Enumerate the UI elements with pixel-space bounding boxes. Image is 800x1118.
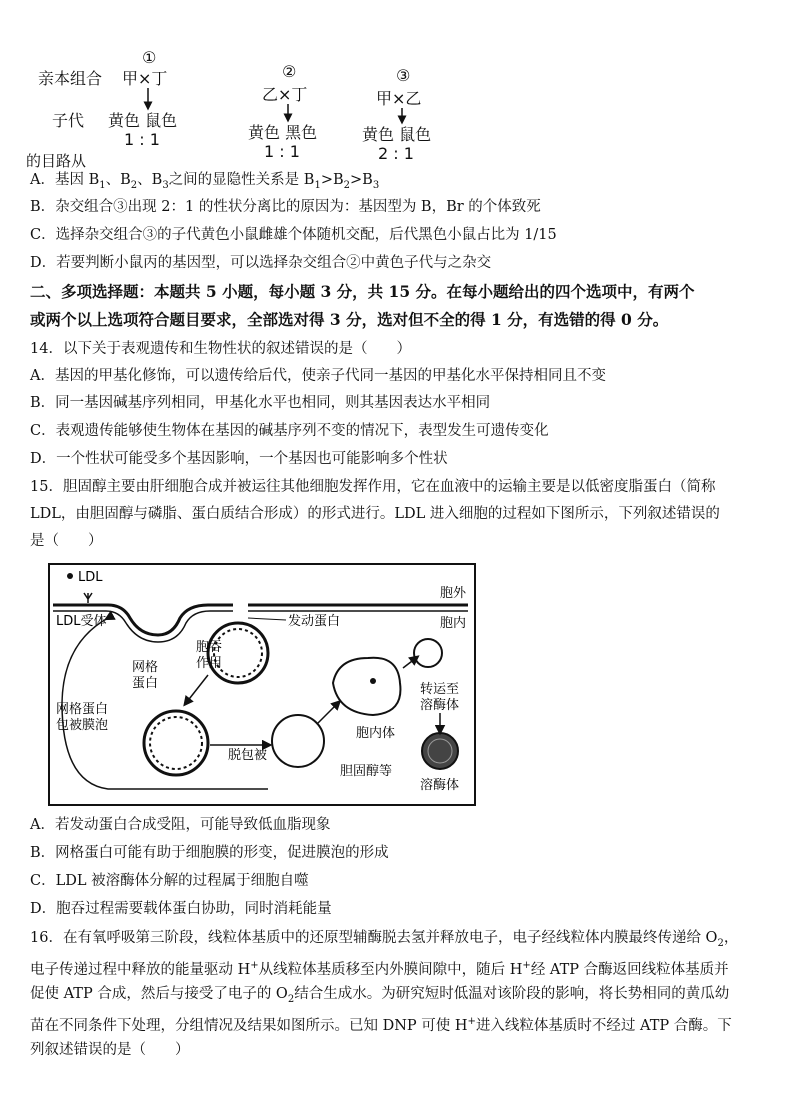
q14-option-a: A．基因的甲基化修饰，可以遗传给后代，使亲子代同一基因的甲基化水平保持相同且不变 xyxy=(30,368,606,384)
label-ldl-receptor: LDL受体 xyxy=(56,614,107,629)
q15-stem-line2: LDL，由胆固醇与磷脂、蛋白质结合形成）的形式进行。LDL 进入细胞的过程如下图所示，下列叙述错误的 xyxy=(30,506,720,522)
q16-stem-line3: 促使 ATP 合成，然后与接受了电子的 $O_2$结合生成水。为研究短时低温对该阶段的影响，将长势相同的黄瓜幼 xyxy=(30,986,730,1005)
label-endocytosis-2: 作用 xyxy=(196,656,223,671)
q13-option-c: C．选择杂交组合③的子代黄色小鼠雌雄个体随机交配，后代黑色小鼠占比为 1/15 xyxy=(30,227,557,243)
cross-offspring-3: 黄色 鼠色 xyxy=(362,125,432,144)
label-cholesterol: 胆固醇等 xyxy=(340,764,393,779)
label-outside: 胞外 xyxy=(440,586,467,601)
cross-diagram xyxy=(26,46,510,170)
label-transport-1: 转运至 xyxy=(420,682,460,697)
q13-option-b: B．杂交组合③出现 2：1 的性状分离比的原因为：基因型为 B，Br 的个体致死 xyxy=(30,199,541,215)
cross-arrows xyxy=(30,46,510,164)
label-endosome: 胞内体 xyxy=(356,726,396,741)
q15-option-b: B．网格蛋白可能有助于细胞膜的形变，促进膜泡的形成 xyxy=(30,845,389,861)
cross-offspring-2: 黄色 黑色 xyxy=(248,123,318,142)
label-lattice-2: 蛋白 xyxy=(132,676,159,691)
cross-parents-3: 甲×乙 xyxy=(376,89,422,108)
q15-option-c: C．LDL 被溶酶体分解的过程属于细胞自噬 xyxy=(30,873,309,889)
label-coated-vesicle-2: 包被膜泡 xyxy=(56,718,109,733)
q15-stem-line3: 是（ ） xyxy=(30,533,103,549)
lysosome xyxy=(422,733,458,769)
cross-parents-1: 甲×丁 xyxy=(122,69,168,88)
label-endocytosis-1: 胞吞 xyxy=(196,640,223,655)
label-motor-protein: 发动蛋白 xyxy=(288,614,341,629)
label-uncoat: 脱包被 xyxy=(228,748,268,763)
label-lattice-1: 网格 xyxy=(132,660,159,675)
q13-option-a: A．基因 $B_1$、$B_2$、$B_3$之间的显隐性关系是 $B_1>B_2>B_3$ xyxy=(30,172,380,191)
cross-num-3: ③ xyxy=(396,66,411,85)
cross-parents-2: 乙×丁 xyxy=(262,85,308,104)
q14-option-c: C．表观遗传能够使生物体在基因的碱基序列不变的情况下，表型发生可遗传变化 xyxy=(30,423,549,439)
label-lysosome: 溶酶体 xyxy=(420,778,460,793)
label-transport-2: 溶酶体 xyxy=(420,698,460,713)
label-coated-vesicle-1: 网格蛋白 xyxy=(56,702,109,717)
q15-stem-line1: 15．胆固醇主要由肝细胞合成并被运往其他细胞发挥作用，它在血液中的运输主要是以低密度脂蛋白（简称 xyxy=(30,479,716,495)
cross-ratio-1: 1 : 1 xyxy=(124,130,160,149)
diagram-frame xyxy=(49,564,475,805)
section-heading-line1: 二、多项选择题：本题共 5 小题，每小题 3 分，共 15 分。在每小题给出的四个选项中，有两个 xyxy=(30,282,695,301)
cross-offspring-1: 黄色 鼠色 xyxy=(108,111,178,130)
label-inside: 胞内 xyxy=(440,616,467,631)
q14-stem: 14．以下关于表观遗传和生物性状的叙述错误的是（ ） xyxy=(30,341,411,357)
ldl-endocytosis-diagram xyxy=(48,563,476,806)
q16-stem-line2: 电子传递过程中释放的能量驱动 H+从线粒体基质移至内外膜间隙中，随后 H+经 ATP 合酶返回线粒体基质并 xyxy=(30,960,729,978)
q16-stem-line1: 16．在有氧呼吸第三阶段，线粒体基质中的还原型辅酶脱去氢并释放电子，电子经线粒体内膜最终传递给 $O_2$， xyxy=(30,930,739,949)
label-ldl: LDL xyxy=(78,570,103,585)
q14-option-b: B．同一基因碱基序列相同，甲基化水平也相同，则其基因表达水平相同 xyxy=(30,395,491,411)
cross-ratio-2: 1 : 1 xyxy=(264,142,300,161)
q15-option-a: A．若发动蛋白合成受阻，可能导致低血脂现象 xyxy=(30,817,331,833)
section-heading-line2: 或两个以上选项符合题目要求，全部选对得 3 分，选对但不全的得 1 分，有选错的得 0 分。 xyxy=(30,310,669,329)
q15-option-d: D．胞吞过程需要载体蛋白协助，同时消耗能量 xyxy=(30,901,332,917)
cross-num-2: ② xyxy=(282,62,297,81)
q13-option-d: D．若要判断小鼠丙的基因型，可以选择杂交组合②中黄色子代与之杂交 xyxy=(30,255,492,271)
ldl-dot xyxy=(67,573,73,579)
cross-ratio-3: 2 : 1 xyxy=(378,144,414,163)
cross-num-1: ① xyxy=(142,48,157,67)
offspring-label: 子代 xyxy=(52,111,85,130)
parent-combo-label: 亲本组合 xyxy=(38,69,103,88)
cut-off-text: 的目路从 xyxy=(26,152,87,170)
q16-stem-line5: 列叙述错误的是（ ） xyxy=(30,1042,190,1058)
q16-stem-line4: 苗在不同条件下处理，分组情况及结果如图所示。已知 DNP 可使 H+进入线粒体基质时不经过 ATP 合酶。下 xyxy=(30,1016,732,1034)
q14-option-d: D．一个性状可能受多个基因影响，一个基因也可能影响多个性状 xyxy=(30,451,448,467)
